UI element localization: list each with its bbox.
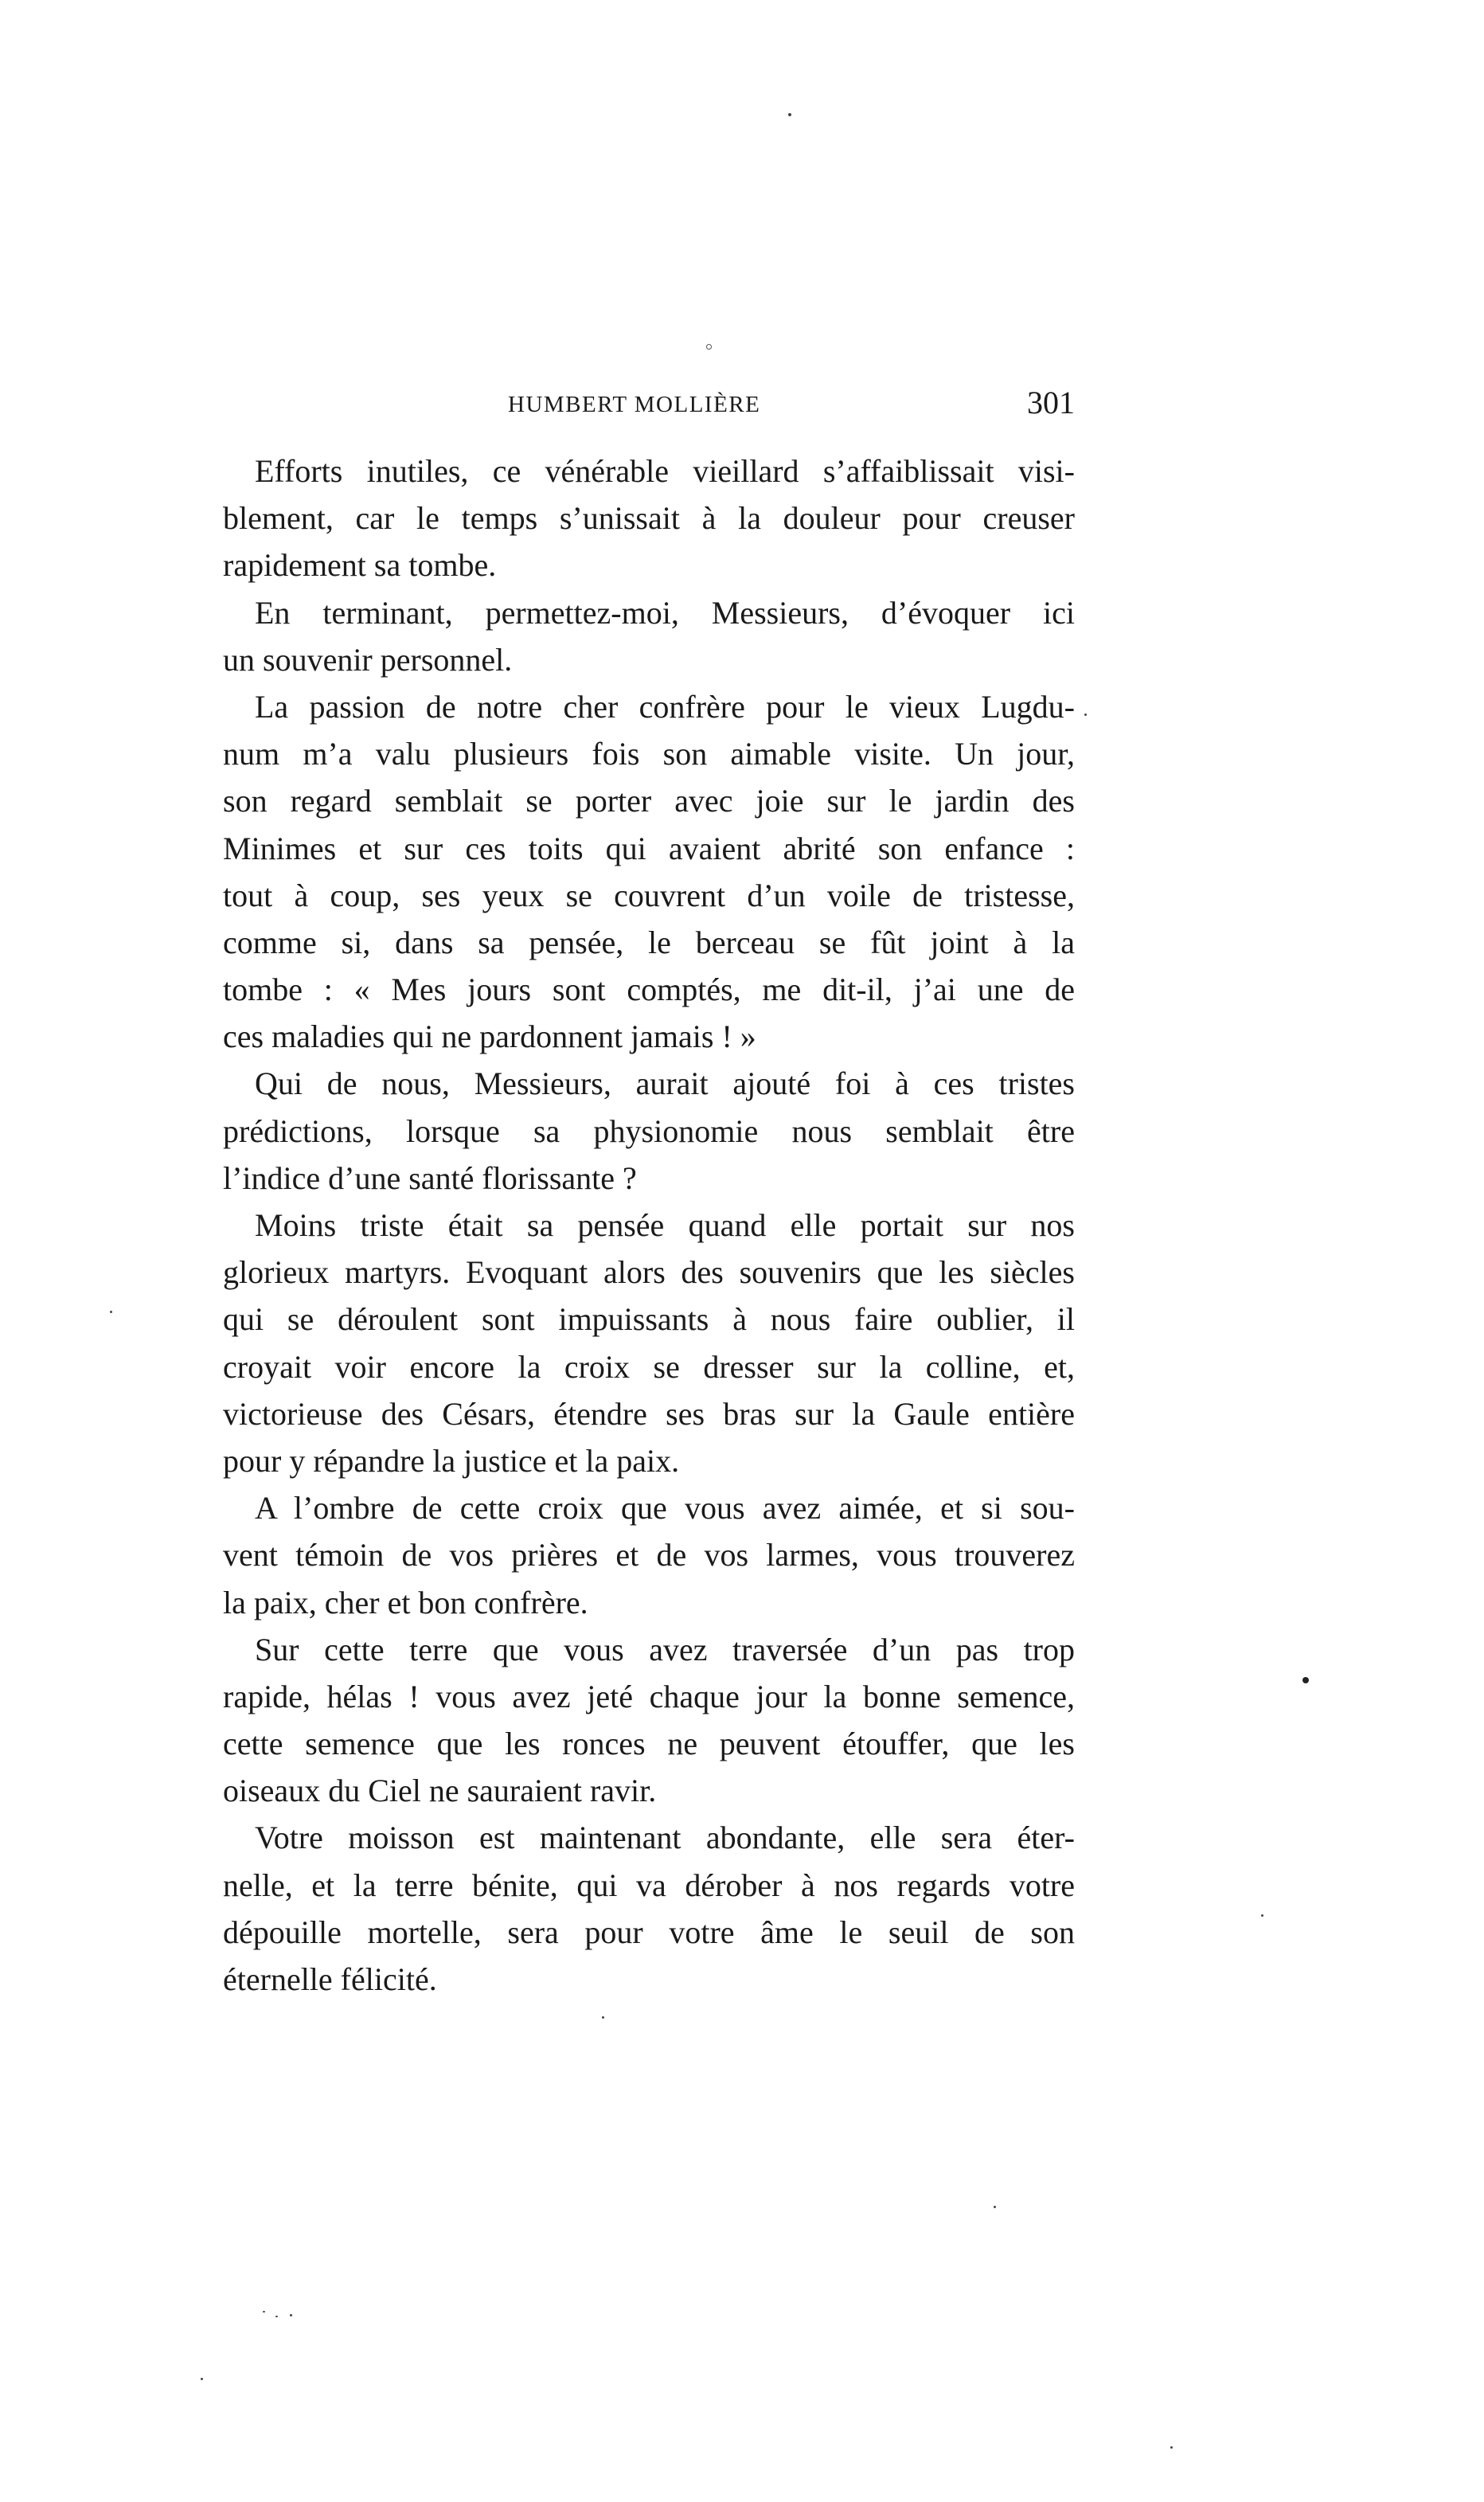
text-line: victorieuse des Césars, étendre ses bras sur la Gaule entière <box>223 1395 1075 1432</box>
paper-speck <box>994 2206 996 2208</box>
text-line: rapide, hélas ! vous avez jeté chaque jour la bonne semence, <box>223 1678 1075 1714</box>
text-line: blement, car le temps s’unissait à la douleur pour creuser <box>223 500 1075 537</box>
paper-speck <box>788 113 791 116</box>
text-line: qui se déroulent sont impuissants à nous faire oublier, il <box>223 1301 1075 1338</box>
paragraph <box>223 589 1075 683</box>
paragraph <box>223 448 1075 589</box>
paper-speck <box>1084 713 1087 716</box>
text-line: vent témoin de vos prières et de vos larmes, vous trouverez <box>223 1537 1075 1574</box>
text-line: A l’ombre de cette croix que vous avez aimée, et si sou- <box>255 1490 1075 1527</box>
text-line: ces maladies qui ne pardonnent jamais ! » <box>223 1018 756 1055</box>
text-line: oiseaux du Ciel ne sauraient ravir. <box>223 1773 657 1809</box>
text-line: Moins triste était sa pensée quand elle portait sur nos <box>255 1207 1075 1243</box>
paragraph <box>223 1202 1075 1484</box>
paragraph <box>223 1484 1075 1626</box>
text-line: glorieux martyrs. Evoquant alors des souvenirs que les siècles <box>223 1254 1075 1291</box>
text-line: un souvenir personnel. <box>223 641 513 678</box>
paper-speck <box>602 2016 604 2019</box>
paragraph <box>223 1060 1075 1202</box>
text-line: En terminant, permettez-moi, Messieurs, d’évoquer ici <box>255 594 1075 631</box>
text-line: Qui de nous, Messieurs, aurait ajouté foi à ces tristes <box>255 1065 1075 1102</box>
text-line: comme si, dans sa pensée, le berceau se fût joint à la <box>223 924 1075 960</box>
page-header <box>223 381 1075 428</box>
paper-speck <box>1170 2446 1173 2449</box>
page-number: 301 <box>1027 385 1075 420</box>
paper-speck <box>263 2311 265 2312</box>
text-line: nelle, et la terre bénite, qui va dérober à nos regards votre <box>223 1867 1075 1903</box>
text-line: son regard semblait se porter avec joie sur le jardin des <box>223 783 1075 819</box>
body-text <box>223 448 1075 2003</box>
paper-speck <box>110 1311 112 1313</box>
text-line: num m’a valu plusieurs fois son aimable visite. Un jour, <box>223 736 1075 772</box>
running-head: HUMBERT MOLLIÈRE <box>508 392 761 417</box>
paper-speck <box>201 2378 203 2380</box>
text-line: Minimes et sur ces toits qui avaient abrité son enfance : <box>223 830 1075 866</box>
paper-speck <box>706 344 712 350</box>
text-line: éternelle félicité. <box>223 1961 437 1997</box>
text-line: la paix, cher et bon confrère. <box>223 1584 588 1620</box>
text-line: rapidement sa tombe. <box>223 547 497 584</box>
text-line: dépouille mortelle, sera pour votre âme le seuil de son <box>223 1914 1075 1950</box>
paragraph <box>223 683 1075 1061</box>
text-line: La passion de notre cher confrère pour le vieux Lugdu- <box>255 688 1075 725</box>
text-line: tout à coup, ses yeux se couvrent d’un voile de tristesse, <box>223 877 1075 913</box>
text-line: Efforts inutiles, ce vénérable vieillard s’affaiblissait visi- <box>255 453 1075 489</box>
paragraph <box>223 1626 1075 1815</box>
text-line: croyait voir encore la croix se dresser sur la colline, et, <box>223 1348 1075 1385</box>
paper-speck <box>1302 1677 1309 1683</box>
paragraph <box>223 1814 1075 2003</box>
paper-speck <box>290 2314 292 2316</box>
text-line: Votre moisson est maintenant abondante, elle sera éter- <box>255 1820 1075 1856</box>
text-line: l’indice d’une santé florissante ? <box>223 1159 637 1196</box>
paper-speck <box>275 2316 278 2317</box>
text-line: pour y répandre la justice et la paix. <box>223 1442 680 1479</box>
text-line: prédictions, lorsque sa physionomie nous semblait être <box>223 1112 1075 1149</box>
text-line: tombe : « Mes jours sont comptés, me dit-il, j’ai une de <box>223 971 1075 1008</box>
paper-speck <box>1261 1914 1263 1917</box>
text-line: Sur cette terre que vous avez traversée d’un pas trop <box>255 1631 1075 1667</box>
text-line: cette semence que les ronces ne peuvent étouffer, que les <box>223 1726 1075 1762</box>
